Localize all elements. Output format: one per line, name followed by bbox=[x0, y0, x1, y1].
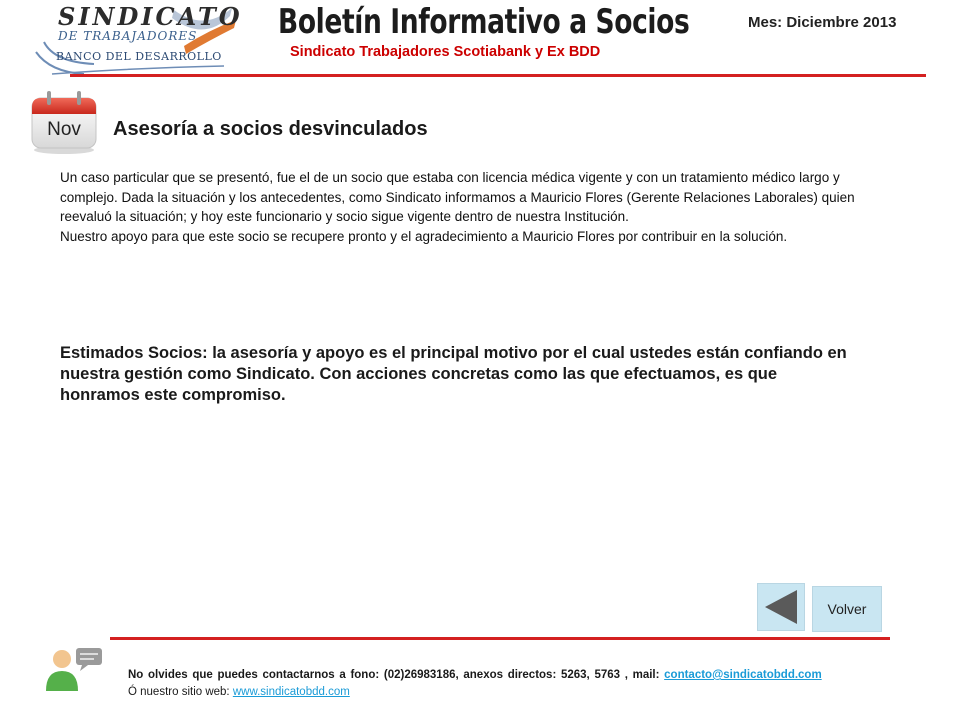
article-paragraph-1: Un caso particular que se presentó, fue el de un socio que estaba con licencia médica vigente y con un tratamiento médico largo y complejo. Dada la situación y los antecedentes, como Sindicato informamos a Mauricio Flores (Gerente Relaciones Laborales) quien reevaluó la situación; y hoy este funcionario y socio sigue vigente dentro de nuestra Institución. bbox=[60, 170, 855, 224]
volver-label: Volver bbox=[827, 601, 867, 617]
volver-button[interactable] bbox=[812, 586, 882, 632]
issue-month: Mes: Diciembre 2013 bbox=[748, 14, 897, 31]
back-button[interactable] bbox=[757, 583, 805, 631]
header-divider bbox=[70, 74, 926, 77]
footer-website-line bbox=[128, 686, 350, 698]
closing-statement: Estimados Socios: la asesoría y apoyo es el principal motivo por el cual ustedes están confiando en nuestra gestión como Sindicato. Con acciones concretas como las que efectuamos, es que honramos este compromiso. bbox=[60, 344, 847, 404]
logo-text-banco: BANCO DEL DESARROLLO bbox=[56, 50, 222, 63]
calendar-month-label: Nov bbox=[47, 119, 81, 140]
triangle-left-icon bbox=[758, 584, 804, 630]
footer-website-text: Ó nuestro sitio web: bbox=[128, 686, 233, 698]
logo-text-trabajadores: DE TRABAJADORES bbox=[58, 29, 198, 43]
contact-chat-icon bbox=[42, 645, 108, 693]
article-paragraph-2: Nuestro apoyo para que este socio se recupere pronto y el agradecimiento a Mauricio Flores por contribuir en la solución. bbox=[60, 228, 788, 244]
page-title: Boletín Informativo a Socios bbox=[278, 2, 690, 42]
footer-contact-line bbox=[128, 669, 822, 681]
footer-divider bbox=[110, 637, 890, 640]
logo-text-sindicato: SINDICATO bbox=[58, 2, 243, 31]
section-title: Asesoría a socios desvinculados bbox=[113, 118, 428, 140]
article-body bbox=[60, 168, 860, 246]
page-subtitle: Sindicato Trabajadores Scotiabank y Ex BDD bbox=[290, 44, 601, 60]
footer-phone-text: No olvides que puedes contactarnos a fono: (02)26983186, anexos directos: 5263, 5763 , mail: bbox=[128, 669, 665, 681]
website-link[interactable]: www.sindicatobdd.com bbox=[232, 686, 350, 698]
email-link[interactable]: contacto@sindicatobdd.com bbox=[664, 669, 822, 681]
